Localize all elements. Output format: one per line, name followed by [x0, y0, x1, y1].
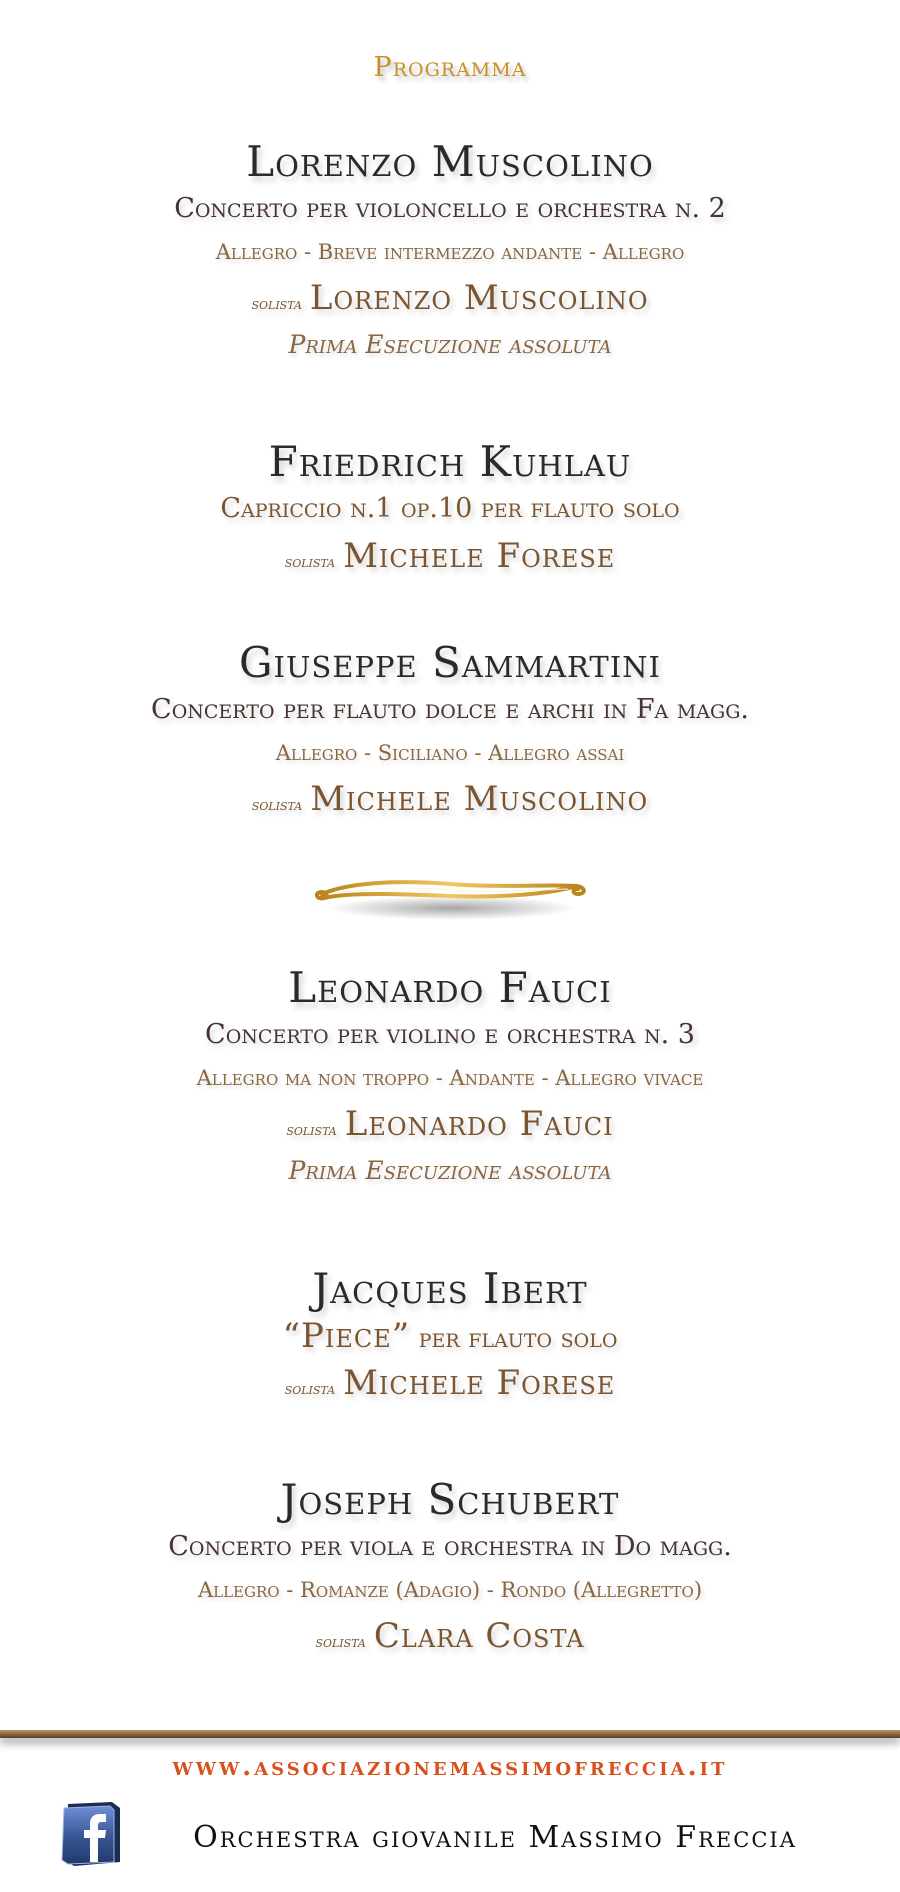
soloist-line — [0, 1099, 900, 1149]
soloist-name: Michele Forese — [343, 536, 616, 576]
program-piece — [0, 638, 900, 824]
composer-name: Friedrich Kuhlau — [268, 437, 632, 486]
soloist-name: Clara Costa — [373, 1616, 585, 1656]
soloist-line — [0, 1358, 900, 1408]
composer-name: Leonardo Fauci — [288, 963, 612, 1012]
soloist-label: solista — [251, 294, 302, 313]
program-piece — [0, 963, 900, 1193]
soloist-line — [0, 531, 900, 581]
work-title: Concerto per violoncello e orchestra n. 2 — [174, 193, 726, 224]
soloist-label: solista — [315, 1632, 366, 1651]
work-title — [0, 1314, 900, 1358]
composer-name: Jacques Ibert — [312, 1264, 588, 1313]
soloist-name: Michele Forese — [343, 1363, 616, 1403]
footer-divider — [0, 1730, 900, 1738]
soloist-line — [0, 1611, 900, 1661]
website-link[interactable]: www.associazionemassimofreccia.it — [172, 1752, 728, 1782]
orchestra-name: Orchestra giovanile Massimo Freccia — [193, 1820, 797, 1855]
composer-name: Lorenzo Muscolino — [246, 137, 654, 186]
composer-name: Giuseppe Sammartini — [238, 638, 662, 687]
movements: Allegro - Breve intermezzo andante - Allegro — [215, 240, 685, 264]
work-title: Capriccio n.1 op.10 per flauto solo — [220, 493, 680, 524]
movements: Allegro - Siciliano - Allegro assai — [275, 741, 625, 765]
work-title: Concerto per viola e orchestra in Do magg. — [168, 1531, 732, 1562]
soloist-name: Leonardo Fauci — [344, 1104, 614, 1144]
program-piece — [0, 437, 900, 581]
work-title: Concerto per flauto dolce e archi in Fa magg. — [151, 694, 749, 725]
work-instrument: per flauto solo — [418, 1323, 618, 1354]
soloist-line — [0, 273, 900, 323]
flourish-ornament — [310, 872, 590, 928]
program-heading: Programma — [373, 52, 527, 83]
soloist-line — [0, 774, 900, 824]
work-title: Concerto per violino e orchestra n. 3 — [205, 1019, 695, 1050]
soloist-label: solista — [251, 795, 303, 814]
work-quoted-title: “Piece” — [282, 1316, 411, 1356]
movements: Allegro ma non troppo - Andante - Allegro vivace — [196, 1066, 704, 1090]
premiere-note: Prima Esecuzione assoluta — [288, 330, 612, 359]
soloist-name: Michele Muscolino — [310, 779, 649, 819]
soloist-label: solista — [284, 1379, 336, 1398]
soloist-name: Lorenzo Muscolino — [309, 278, 649, 318]
program-piece — [0, 1264, 900, 1408]
soloist-label: solista — [286, 1120, 337, 1139]
soloist-label: solista — [284, 552, 336, 571]
program-piece — [0, 137, 900, 367]
facebook-icon[interactable] — [60, 1800, 122, 1868]
premiere-note: Prima Esecuzione assoluta — [288, 1156, 612, 1185]
movements: Allegro - Romanze (Adagio) - Rondo (Allegretto) — [197, 1578, 703, 1602]
program-piece — [0, 1475, 900, 1661]
composer-name: Joseph Schubert — [280, 1475, 620, 1524]
